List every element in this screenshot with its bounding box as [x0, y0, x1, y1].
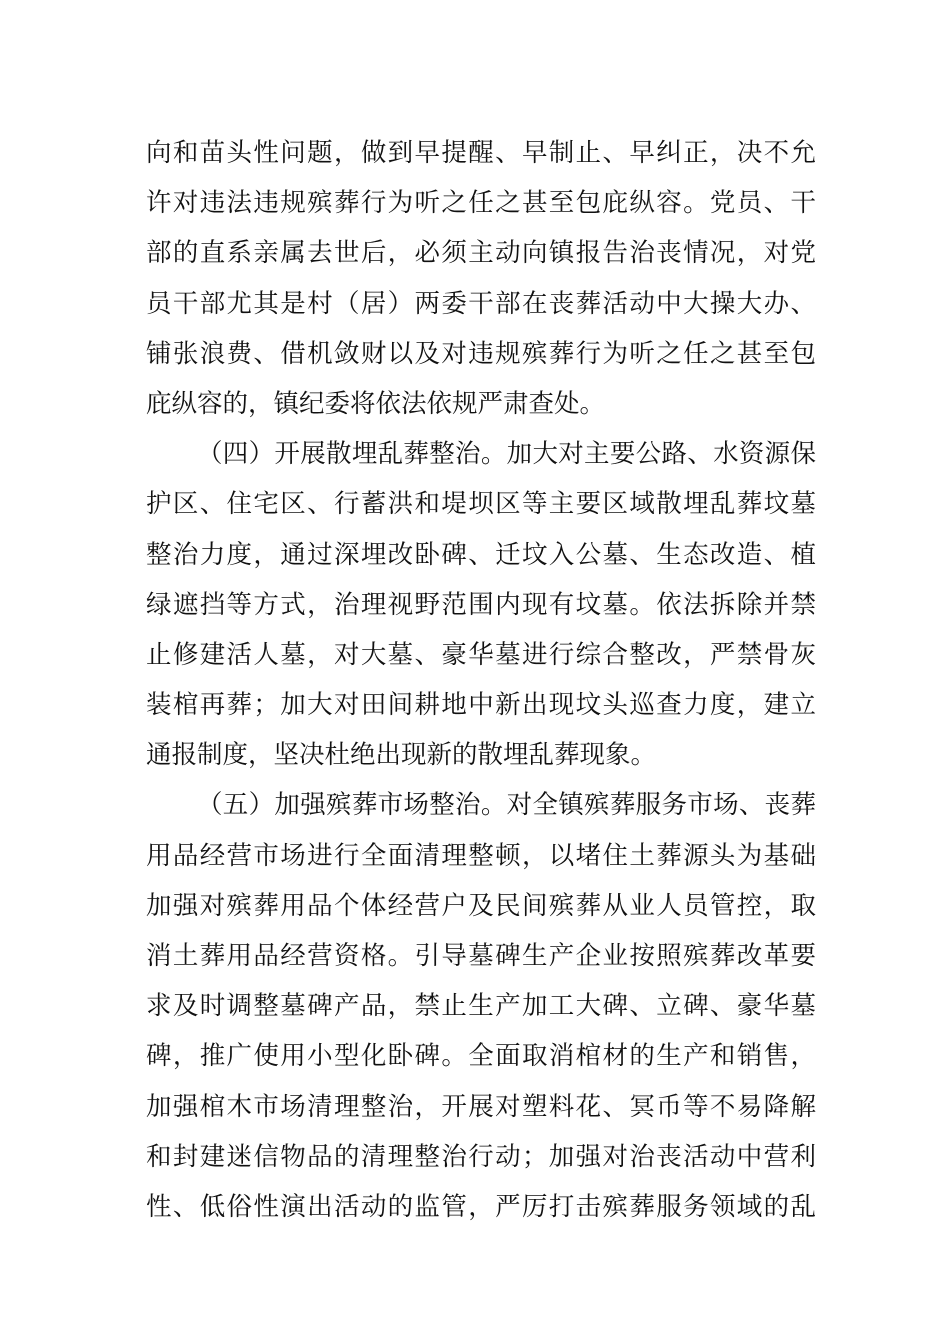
- text-line: 止修建活人墓，对大墓、豪华墓进行综合整改，严禁骨灰: [146, 639, 816, 670]
- text-line: 员干部尤其是村（居）两委干部在丧葬活动中大操大办、: [146, 288, 816, 319]
- text-line: 和封建迷信物品的清理整治行动；加强对治丧活动中营利: [146, 1141, 816, 1172]
- text-line: 消土葬用品经营资格。引导墓碑生产企业按照殡葬改革要: [146, 941, 816, 971]
- text-line: 护区、住宅区、行蓄洪和堤坝区等主要区域散埋乱葬坟墓: [146, 489, 816, 520]
- text-line: （五）加强殡葬市场整治。对全镇殡葬服务市场、丧葬: [197, 790, 816, 821]
- document-body: [146, 128, 816, 1232]
- paragraph-funeral-market: [146, 780, 816, 1232]
- text-line: 性、低俗性演出活动的监管，严厉打击殡葬服务领域的乱: [146, 1191, 816, 1222]
- text-line: 加强棺木市场清理整治，开展对塑料花、冥币等不易降解: [146, 1091, 816, 1122]
- text-line: （四）开展散埋乱葬整治。加大对主要公路、水资源保: [197, 439, 816, 470]
- text-line: 许对违法违规殡葬行为听之任之甚至包庇纵容。党员、干: [146, 188, 816, 219]
- text-line: 加强对殡葬用品个体经营户及民间殡葬从业人员管控，取: [146, 890, 816, 921]
- text-line: 铺张浪费、借机敛财以及对违规殡葬行为听之任之甚至包: [146, 338, 816, 369]
- paragraph-scattered-burial: [146, 429, 816, 780]
- text-line: 碑，推广使用小型化卧碑。全面取消棺材的生产和销售，: [146, 1041, 816, 1072]
- text-line: 整治力度，通过深埋改卧碑、迁坟入公墓、生态改造、植: [146, 539, 816, 570]
- text-line: 用品经营市场进行全面清理整顿，以堵住土葬源头为基础: [146, 840, 816, 871]
- text-line: 庇纵容的，镇纪委将依法依规严肃查处。: [146, 388, 606, 419]
- text-line: 部的直系亲属去世后，必须主动向镇报告治丧情况，对党: [146, 238, 816, 269]
- paragraph-party-discipline: [146, 128, 816, 429]
- text-line: 通报制度，坚决杜绝出现新的散埋乱葬现象。: [146, 740, 657, 771]
- text-line: 装棺再葬；加大对田间耕地中新出现坟头巡查力度，建立: [146, 690, 816, 721]
- text-line: 求及时调整墓碑产品，禁止生产加工大碑、立碑、豪华墓: [146, 991, 816, 1022]
- text-line: 绿遮挡等方式，治理视野范围内现有坟墓。依法拆除并禁: [146, 589, 816, 620]
- text-line: 向和苗头性问题，做到早提醒、早制止、早纠正，决不允: [146, 138, 816, 168]
